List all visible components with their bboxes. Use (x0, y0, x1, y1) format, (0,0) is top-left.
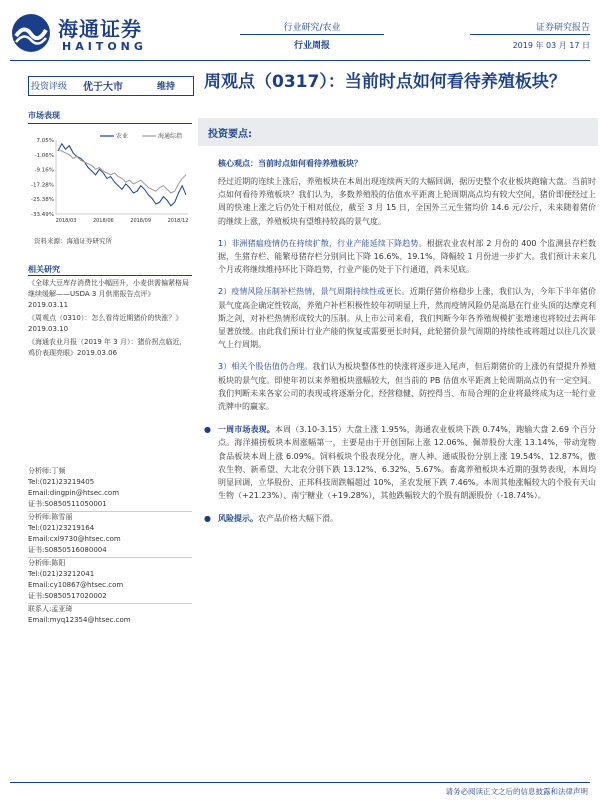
analyst-cert: 证书:S0850516080004 (28, 546, 107, 554)
risk-text: 农产品价格大幅下滑。 (258, 514, 338, 524)
market-chart (28, 128, 192, 230)
analyst-cert: 证书:S0850517020002 (28, 592, 107, 600)
risk-label: 风险提示。 (218, 514, 258, 524)
contact-person (28, 603, 192, 626)
paragraph-point-3 (204, 360, 596, 413)
paragraph-risk (204, 512, 596, 525)
analyst-tel: Tel:(021)23212041 (28, 570, 95, 578)
chart-source: 资料来源：海通证券研究所 (34, 237, 112, 245)
rating-box (28, 76, 194, 96)
series-line-agri (58, 144, 186, 206)
analyst-name: 分析师:陈阳 (28, 559, 66, 567)
point-2-lead: 2）疫情风险压制补栏热情，景气周期持续性或更长。 (218, 287, 410, 297)
y-tick-label: -25.38% (31, 197, 54, 204)
x-tick-label: 2018/06 (92, 218, 114, 224)
paragraph-weekly (204, 423, 596, 502)
x-tick-label: 2018/03 (55, 218, 77, 224)
point-3-text: 我们认为板块整体性的快涨将逐步进入尾声，但后期猪价的上涨仍有望提升养殖板块的景气度。即使年初以来养殖板块涨幅较大，但当前的 PB 估值水平距离上轮周期高点仍有一定空间。我们判断未来各家公司的表现或将逐渐分化，经营稳健、防控得当、布局合理的企业将最终成为这一轮行业洗牌中的赢家。 (218, 362, 596, 412)
footer-disclaimer[interactable]: 请务必阅读正文之后的信息披露和法律声明 (445, 787, 588, 796)
analyst-name: 分析师:陈雪丽 (28, 513, 73, 521)
section-banner (198, 118, 598, 146)
analyst-email[interactable]: Email:dingpin@htsec.com (28, 489, 120, 497)
contact-email[interactable]: Email:myq12354@htsec.com (28, 616, 131, 624)
y-tick-label: -17.28% (31, 182, 54, 189)
bullet-icon: ● (204, 425, 211, 435)
legend-label-agri: 农业 (116, 133, 129, 140)
report-category: 行业研究/农业 (283, 23, 341, 33)
header-right-divider (470, 34, 590, 35)
y-tick-label: -9.16% (34, 167, 54, 174)
analyst-name: 分析师:丁频 (28, 467, 66, 475)
main-content (204, 158, 596, 526)
section-title: 投资要点: (208, 129, 252, 140)
report-type: 证券研究报告 (535, 23, 590, 33)
bullet-icon: ● (204, 514, 211, 524)
contact-name: 联系人:孟亚琦 (28, 605, 73, 613)
x-tick-label: 2018/12 (167, 218, 189, 224)
core-label: 核心观点：当前时点如何看待养殖板块？ (218, 159, 362, 168)
analyst-2 (28, 511, 192, 556)
legend-label-index: 海通综指 (158, 133, 183, 140)
header-line (10, 60, 590, 61)
related-list (28, 278, 192, 359)
analyst-cert: 证书:S0850511050001 (28, 500, 107, 508)
related-item[interactable]: 《周观点（0310）：怎么看待近期猪价的快涨？》2019.03.10 (28, 314, 183, 333)
analyst-tel: Tel:(021)23219164 (28, 524, 95, 532)
series-line-index (58, 149, 186, 193)
paragraph-point-2 (204, 285, 596, 351)
related-divider (28, 275, 192, 276)
logo-emblem-icon (10, 12, 52, 54)
report-kind: 行业周报 (293, 41, 330, 51)
analysts-block (28, 466, 192, 626)
analyst-tel: Tel:(021)23219405 (28, 478, 95, 486)
rating-label: 投资评级 (31, 82, 68, 92)
point-1-text: 根据农业农村部 2 月份的 400 个监测县存栏数据，生猪存栏、能繁母猪存栏分别同比下降 16.6%、19.1%，降幅较 1 月份进一步扩大。我们预计未来几个月或将继续维持环比下降趋势，行业产能仍处于下行通道，尚未见底。 (218, 238, 597, 275)
analyst-email[interactable]: Email:cy10867@htsec.com (28, 581, 124, 589)
y-tick-label: -1.06% (34, 152, 54, 159)
company-logo (10, 12, 172, 54)
point-3-lead: 3）相关个股估值仍合理。 (218, 362, 313, 372)
point-2-text: 近期仔猪价格稳步上涨，我们认为，今年下半年猪价景气度高企确定性较高，养殖户补栏积极性较年初明显上升，然而疫情风险仍是高悬在行业头顶的达摩克利斯之剑，对补栏热情形成较大的压制。从上市公司来看，我们判断今年各养殖规模扩张增速也将较过去两年显著放缓。由此我们预计行业产能的恢复或需要更长时间，此轮猪价景气周期的持续性或将超过以往几次景气上行周期。 (218, 287, 597, 350)
analyst-1 (28, 466, 192, 510)
report-title: 周观点（0317）：当前时点如何看待养殖板块？ (204, 72, 566, 92)
y-tick-label: -33.49% (31, 212, 54, 218)
point-1-lead: 1）非洲猪瘟疫情仍在持续扩散，行业产能延续下降趋势。 (218, 238, 427, 248)
market-heading: 市场表现 (28, 111, 60, 120)
brand-en: HAITONG (62, 40, 147, 53)
analyst-3 (28, 557, 192, 602)
rating-status: 维持 (157, 82, 176, 92)
y-tick-label: 7.05% (36, 138, 54, 144)
weekly-text: 本周（3.10-3.15）大盘上涨 1.95%，海通农业板块下跌 0.74%，跑输大盘 2.69 个百分点。海洋捕捞板块本周涨幅第一，主要是由于开创国际上涨 12.06%、佩蒂股份大涨 13.14%，带动宠物食品板块本周上涨 6.09%。饲料板块个股表现分化，唐人神、通威股份分别上涨 19.54%、12.87%，傲农生物、新希望、大北农分别下跌 13.12%、6.32%、5.67%。畜禽养殖板块本近期的强势表现，本周均明显回调，立华股份、正邦科技周跌幅超过 10%，圣农发展下跌 7.46%。本周其他涨幅较大的个股有天山生物（+21.23%）、南宁糖业（+19.28%），其他跌幅较大的个股有朗源股份（-18.74%）。 (218, 425, 597, 501)
weekly-label: 一周市场表现。 (218, 425, 275, 435)
header-mid-divider (240, 34, 384, 35)
analyst-email[interactable]: Email:cxl9730@htsec.com (28, 535, 121, 543)
market-divider (28, 123, 192, 124)
related-item[interactable]: 《全球大豆库存消费比小幅回升，小麦供需偏紧格局继续缓解——USDA 3 月供需报告点评》2019.03.11 (28, 279, 189, 309)
paragraph-intro: 经过近期的连续上涨后，养殖板块在本周出现连续两天的大幅回调，据历史整个农业板块跑输大盘。当前时点如何看待养殖板块？我们认为，多数养殖股的估值水平距离上轮周期高点均有较大空间，猪价即便经过上周的快速上涨之后仍处于相对低位，截至 3 月 15 日，全国外三元生猪均价 14.6 元/公斤，未来随着猪价的继续上涨，养殖板块有望维持较高的景气度。 (218, 177, 596, 226)
brand-cn: 海通证券 (58, 17, 142, 41)
paragraph-point-1 (204, 237, 596, 277)
report-date: 2019 年 03 月 17 日 (512, 41, 590, 50)
x-tick-label: 2018/09 (130, 218, 152, 224)
rating-value: 优于大市 (83, 82, 123, 93)
related-heading: 相关研究 (28, 265, 60, 274)
chart-axes (56, 140, 188, 214)
footer-line (10, 782, 590, 783)
related-item[interactable]: 《海通农业月报（2019 年 3 月）：猪价拐点临近，鸡价表现亮眼》2019.03.06 (28, 338, 187, 357)
